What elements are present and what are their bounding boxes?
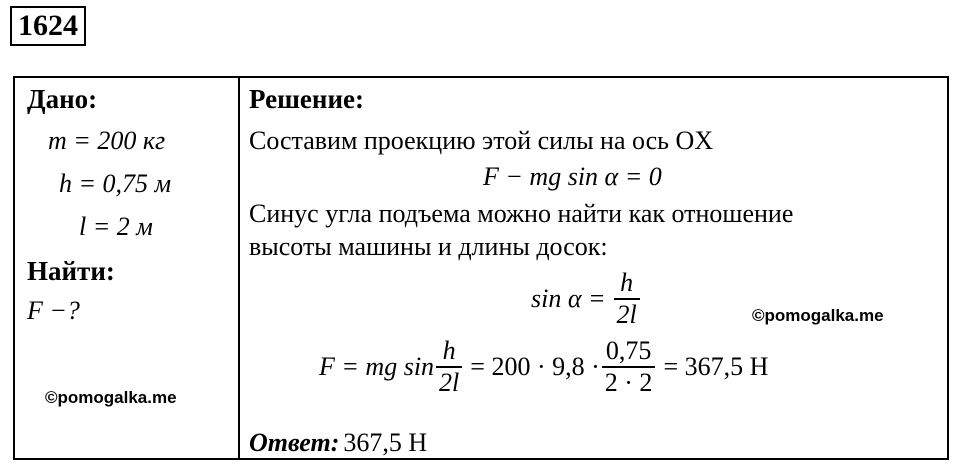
equation-2-fraction: [614, 268, 640, 330]
equation-3-fraction-1-denominator: 2l: [436, 366, 462, 398]
equation-3-right: = 367,5 Н: [663, 352, 769, 381]
column-divider: [238, 78, 240, 458]
watermark-left: ©pomogalka.me: [45, 388, 177, 407]
solution-line-2: Синус угла подъема можно найти как отношение: [249, 199, 794, 228]
solution-table: [13, 76, 949, 460]
solution-line-3: высоты машины и длины досок:: [249, 232, 608, 261]
find-line: F −?: [27, 296, 80, 325]
equation-1: F − mg sin α = 0: [483, 162, 662, 191]
equation-2-numerator: h: [620, 268, 634, 297]
equation-3-fraction-1-numerator: h: [442, 336, 456, 365]
watermark-right: ©pomogalka.me: [752, 306, 884, 325]
equation-3-fraction-1: [436, 336, 462, 398]
given-heading: Дано:: [27, 84, 98, 114]
problem-number: 1624: [10, 6, 86, 46]
solution-line-1: Составим проекцию этой силы на ось OX: [249, 126, 714, 155]
equation-2-left: sin α =: [531, 284, 606, 313]
equation-3-left: F = mg sin: [319, 352, 435, 381]
equation-2-denominator: 2l: [614, 298, 640, 330]
equation-3-fraction-2-numerator: 0,75: [605, 336, 652, 365]
equation-3-fraction-2: [602, 336, 656, 398]
equation-3-middle: = 200 · 9,8 ·: [470, 352, 600, 381]
given-length: l = 2 м: [79, 212, 153, 241]
equation-3-fraction-2-denominator: 2 · 2: [602, 366, 656, 398]
equation-2: [531, 268, 642, 330]
answer: [249, 428, 427, 458]
equation-3: [319, 336, 768, 398]
given-height: h = 0,75 м: [59, 169, 172, 198]
given-mass: m = 200 кг: [48, 126, 166, 155]
answer-label: Ответ:: [249, 428, 340, 457]
answer-value: 367,5 Н: [343, 428, 428, 457]
solution-heading: Решение:: [249, 84, 364, 114]
find-heading: Найти:: [27, 256, 115, 286]
